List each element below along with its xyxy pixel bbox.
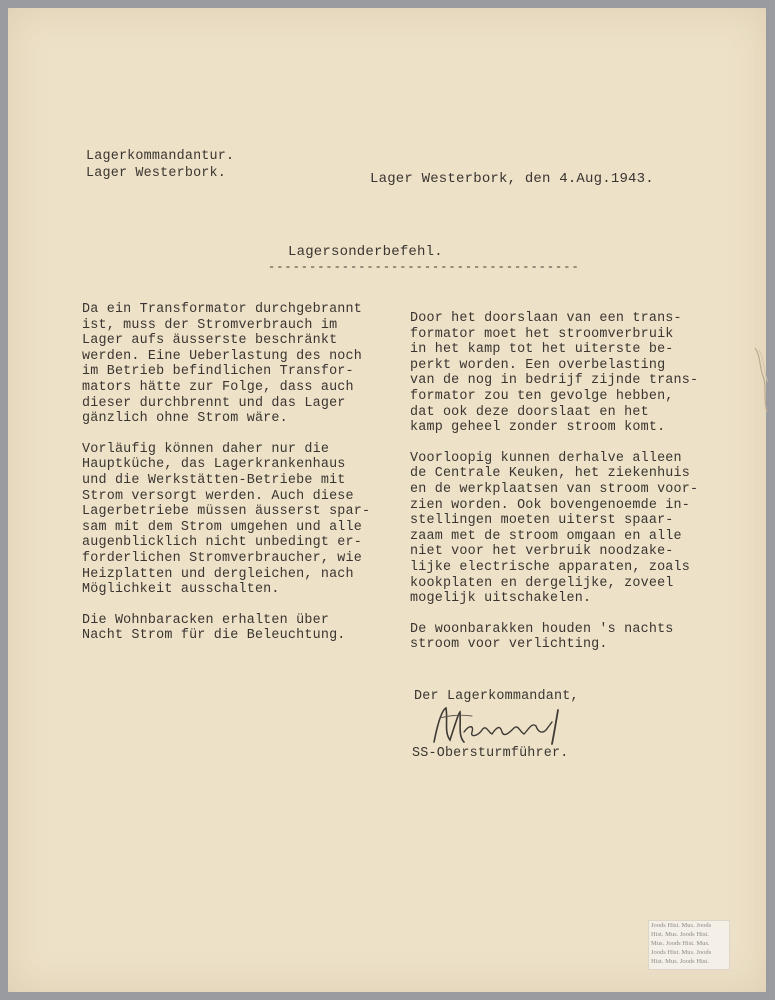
text-line: Die Wohnbaracken erhalten über (82, 612, 330, 628)
text-line: und die Werkstätten-Betriebe mit (82, 472, 346, 488)
text-line: zien worden. Ook bovengenoemde in- (410, 497, 691, 513)
tear-drawing (753, 346, 771, 416)
text-line: Heizplatten und dergleichen, nach (82, 566, 354, 582)
text-line: forderlichen Stromverbraucher, wie (82, 550, 363, 566)
text-line: Strom versorgt werden. Auch diese (82, 488, 354, 504)
text-line: De woonbarakken houden 's nachts (410, 621, 674, 637)
text-line: in het kamp tot het uiterste be- (410, 342, 674, 358)
paragraph (410, 451, 730, 607)
text-line: mogelijk uitschakelen. (410, 591, 592, 607)
text-line: kamp geheel zonder stroom komt. (410, 420, 666, 436)
text-line: Lagerbetriebe müssen äusserst spar- (82, 504, 371, 520)
text-line: Nacht Strom für die Beleuchtung. (82, 628, 346, 644)
text-line: stroom voor verlichting. (410, 637, 608, 653)
text-line: augenblicklich nicht unbedingt er- (82, 535, 363, 551)
text-line: Door het doorslaan van een trans- (410, 311, 682, 326)
title-underline: -------------------------------------- (268, 260, 580, 274)
sender-line-1: Lagerkommandantur. (86, 149, 235, 164)
text-line: werden. Eine Ueberlastung des noch (82, 348, 363, 364)
paragraph (410, 622, 730, 653)
text-line: Da ein Transformator durchgebrannt (82, 302, 363, 317)
paragraph (410, 311, 730, 436)
text-line: Vorläufig können daher nur die (82, 441, 330, 457)
text-line: ist, muss der Stromverbrauch im (82, 317, 338, 333)
dutch-column (410, 311, 730, 668)
paragraph (82, 302, 392, 427)
text-line: perkt worden. Een overbelasting (410, 357, 666, 373)
text-line: kookplaten en dergelijke, zoveel (410, 575, 674, 591)
stamp-line: Mus. Joods Hist. Mus. (651, 940, 710, 947)
stamp-line: Joods Hist. Mus. Joods (651, 922, 712, 929)
stamp-line: Joods Hist. Mus. Joods (651, 949, 712, 956)
text-line: formator moet het stroomverbruik (410, 326, 674, 342)
text-line: im Betrieb befindlichen Transfor- (82, 364, 354, 380)
stamp-line: Hist. Mus. Joods Hist. (651, 931, 709, 938)
sender-block (86, 148, 234, 182)
text-line: lijke electrische apparaten, zoals (410, 559, 691, 575)
date-line: Lager Westerbork, den 4.Aug.1943. (370, 171, 654, 187)
text-line: mators hätte zur Folge, dass auch (82, 379, 354, 395)
text-line: Voorloopig kunnen derhalve alleen (410, 450, 682, 466)
closing-line: Der Lagerkommandant, (414, 689, 579, 704)
text-line: sam mit dem Strom umgehen und alle (82, 519, 363, 535)
handwritten-signature (428, 702, 578, 752)
stamp-line: Hist. Mus. Joods Hist. (651, 958, 709, 965)
document-title: Lagersonderbefehl. (288, 244, 443, 260)
paragraph (82, 613, 392, 644)
text-line: Hauptküche, das Lagerkrankenhaus (82, 457, 346, 473)
text-line: niet voor het verbruik noodzake- (410, 544, 674, 560)
text-line: formator zou ten gevolge hebben, (410, 388, 674, 404)
paper-tear-mark (753, 346, 771, 416)
paragraph (82, 442, 392, 598)
text-line: dat ook deze doorslaat en het (410, 404, 649, 420)
text-line: van de nog in bedrijf zijnde trans- (410, 373, 699, 389)
text-line: zaam met de stroom omgaan en alle (410, 528, 682, 544)
rank-line: SS-Obersturmführer. (412, 746, 569, 761)
text-line: de Centrale Keuken, het ziekenhuis (410, 466, 691, 482)
document-sheet (8, 8, 766, 992)
signature-drawing (428, 702, 578, 752)
text-line: Lager aufs äusserste beschränkt (82, 333, 338, 349)
text-line: dieser durchbrennt und das Lager (82, 395, 346, 411)
sender-line-2: Lager Westerbork. (86, 166, 227, 181)
archive-stamp (648, 920, 730, 970)
german-column (82, 302, 392, 659)
text-line: gänzlich ohne Strom wäre. (82, 411, 288, 427)
text-line: en de werkplaatsen van stroom voor- (410, 481, 699, 497)
text-line: stellingen moeten uiterst spaar- (410, 513, 674, 529)
text-line: Möglichkeit ausschalten. (82, 582, 280, 598)
